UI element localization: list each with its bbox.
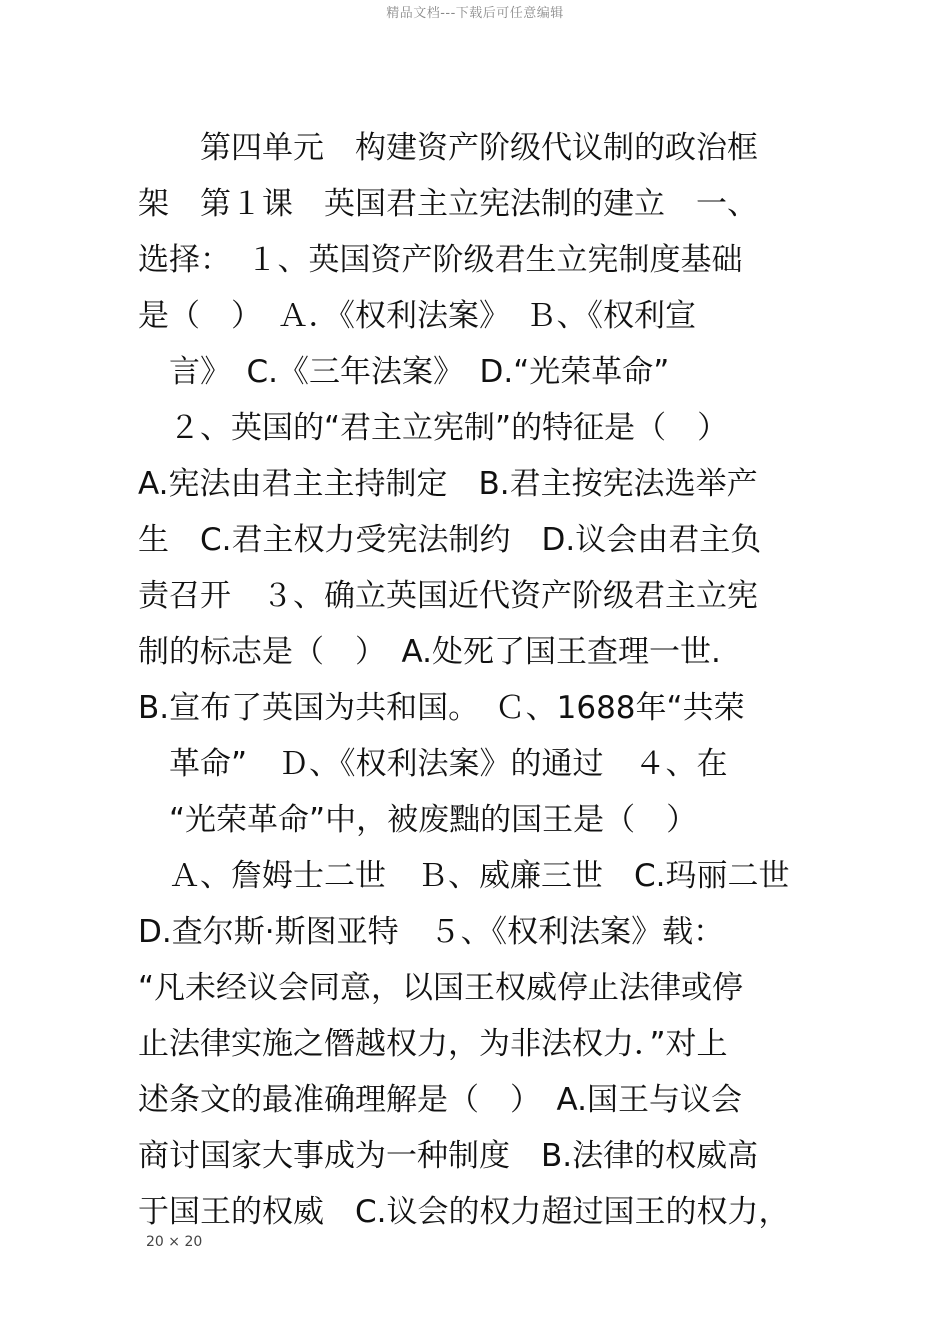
text-line: 制的标志是（ ） A.处死了国王查理一世. <box>138 634 721 670</box>
text-line: 于国王的权威 C.议会的权力超过国王的权力， <box>138 1194 790 1230</box>
text-line: Ａ、詹姆士二世 Ｂ、威廉三世 C.玛丽二世 <box>138 858 790 894</box>
text-line: “凡未经议会同意，以国王权威停止法律或停 <box>138 970 744 1006</box>
text-line: 止法律实施之僭越权力，为非法权力．”对上 <box>138 1026 728 1062</box>
text-line: 责召开 ３、确立英国近代资产阶级君主立宪 <box>138 578 758 614</box>
page-header: 精品文档---下载后可任意编辑 <box>386 6 564 21</box>
text-line: 商讨国家大事成为一种制度 B.法律的权威高 <box>138 1138 759 1174</box>
document-body <box>138 120 818 1240</box>
text-line: 生 C.君主权力受宪法制约 D.议会由君主负 <box>138 522 762 558</box>
text-line: A.宪法由君主主持制定 B.君主按宪法选举产 <box>138 466 758 502</box>
text-line: 架 第１课 英国君主立宪法制的建立 一、 <box>138 186 758 222</box>
text-line: 述条文的最准确理解是（ ） A.国王与议会 <box>138 1082 743 1118</box>
text-line: “光荣革命”中，被废黜的国王是（ ） <box>138 802 698 838</box>
text-line: 言》 C.《三年法案》 D.“光荣革命” <box>138 354 670 390</box>
text-line: D.查尔斯·斯图亚特 ５、《权利法案》载： <box>138 914 725 950</box>
page-footer: 20 × 20 <box>146 1234 203 1250</box>
text-line: 选择： １、英国资产阶级君生立宪制度基础 <box>138 242 743 278</box>
text-line: 革命” Ｄ、《权利法案》的通过 ４、在 <box>138 746 728 782</box>
text-line: 是（ ） Ａ．《权利法案》 Ｂ、《权利宣 <box>138 298 696 334</box>
text-line: ２、英国的“君主立宪制”的特征是（ ） <box>138 410 729 446</box>
text-line: B.宣布了英国为共和国。 Ｃ、1688年“共荣 <box>138 690 745 726</box>
text-line: 第四单元 构建资产阶级代议制的政治框 <box>138 130 758 166</box>
